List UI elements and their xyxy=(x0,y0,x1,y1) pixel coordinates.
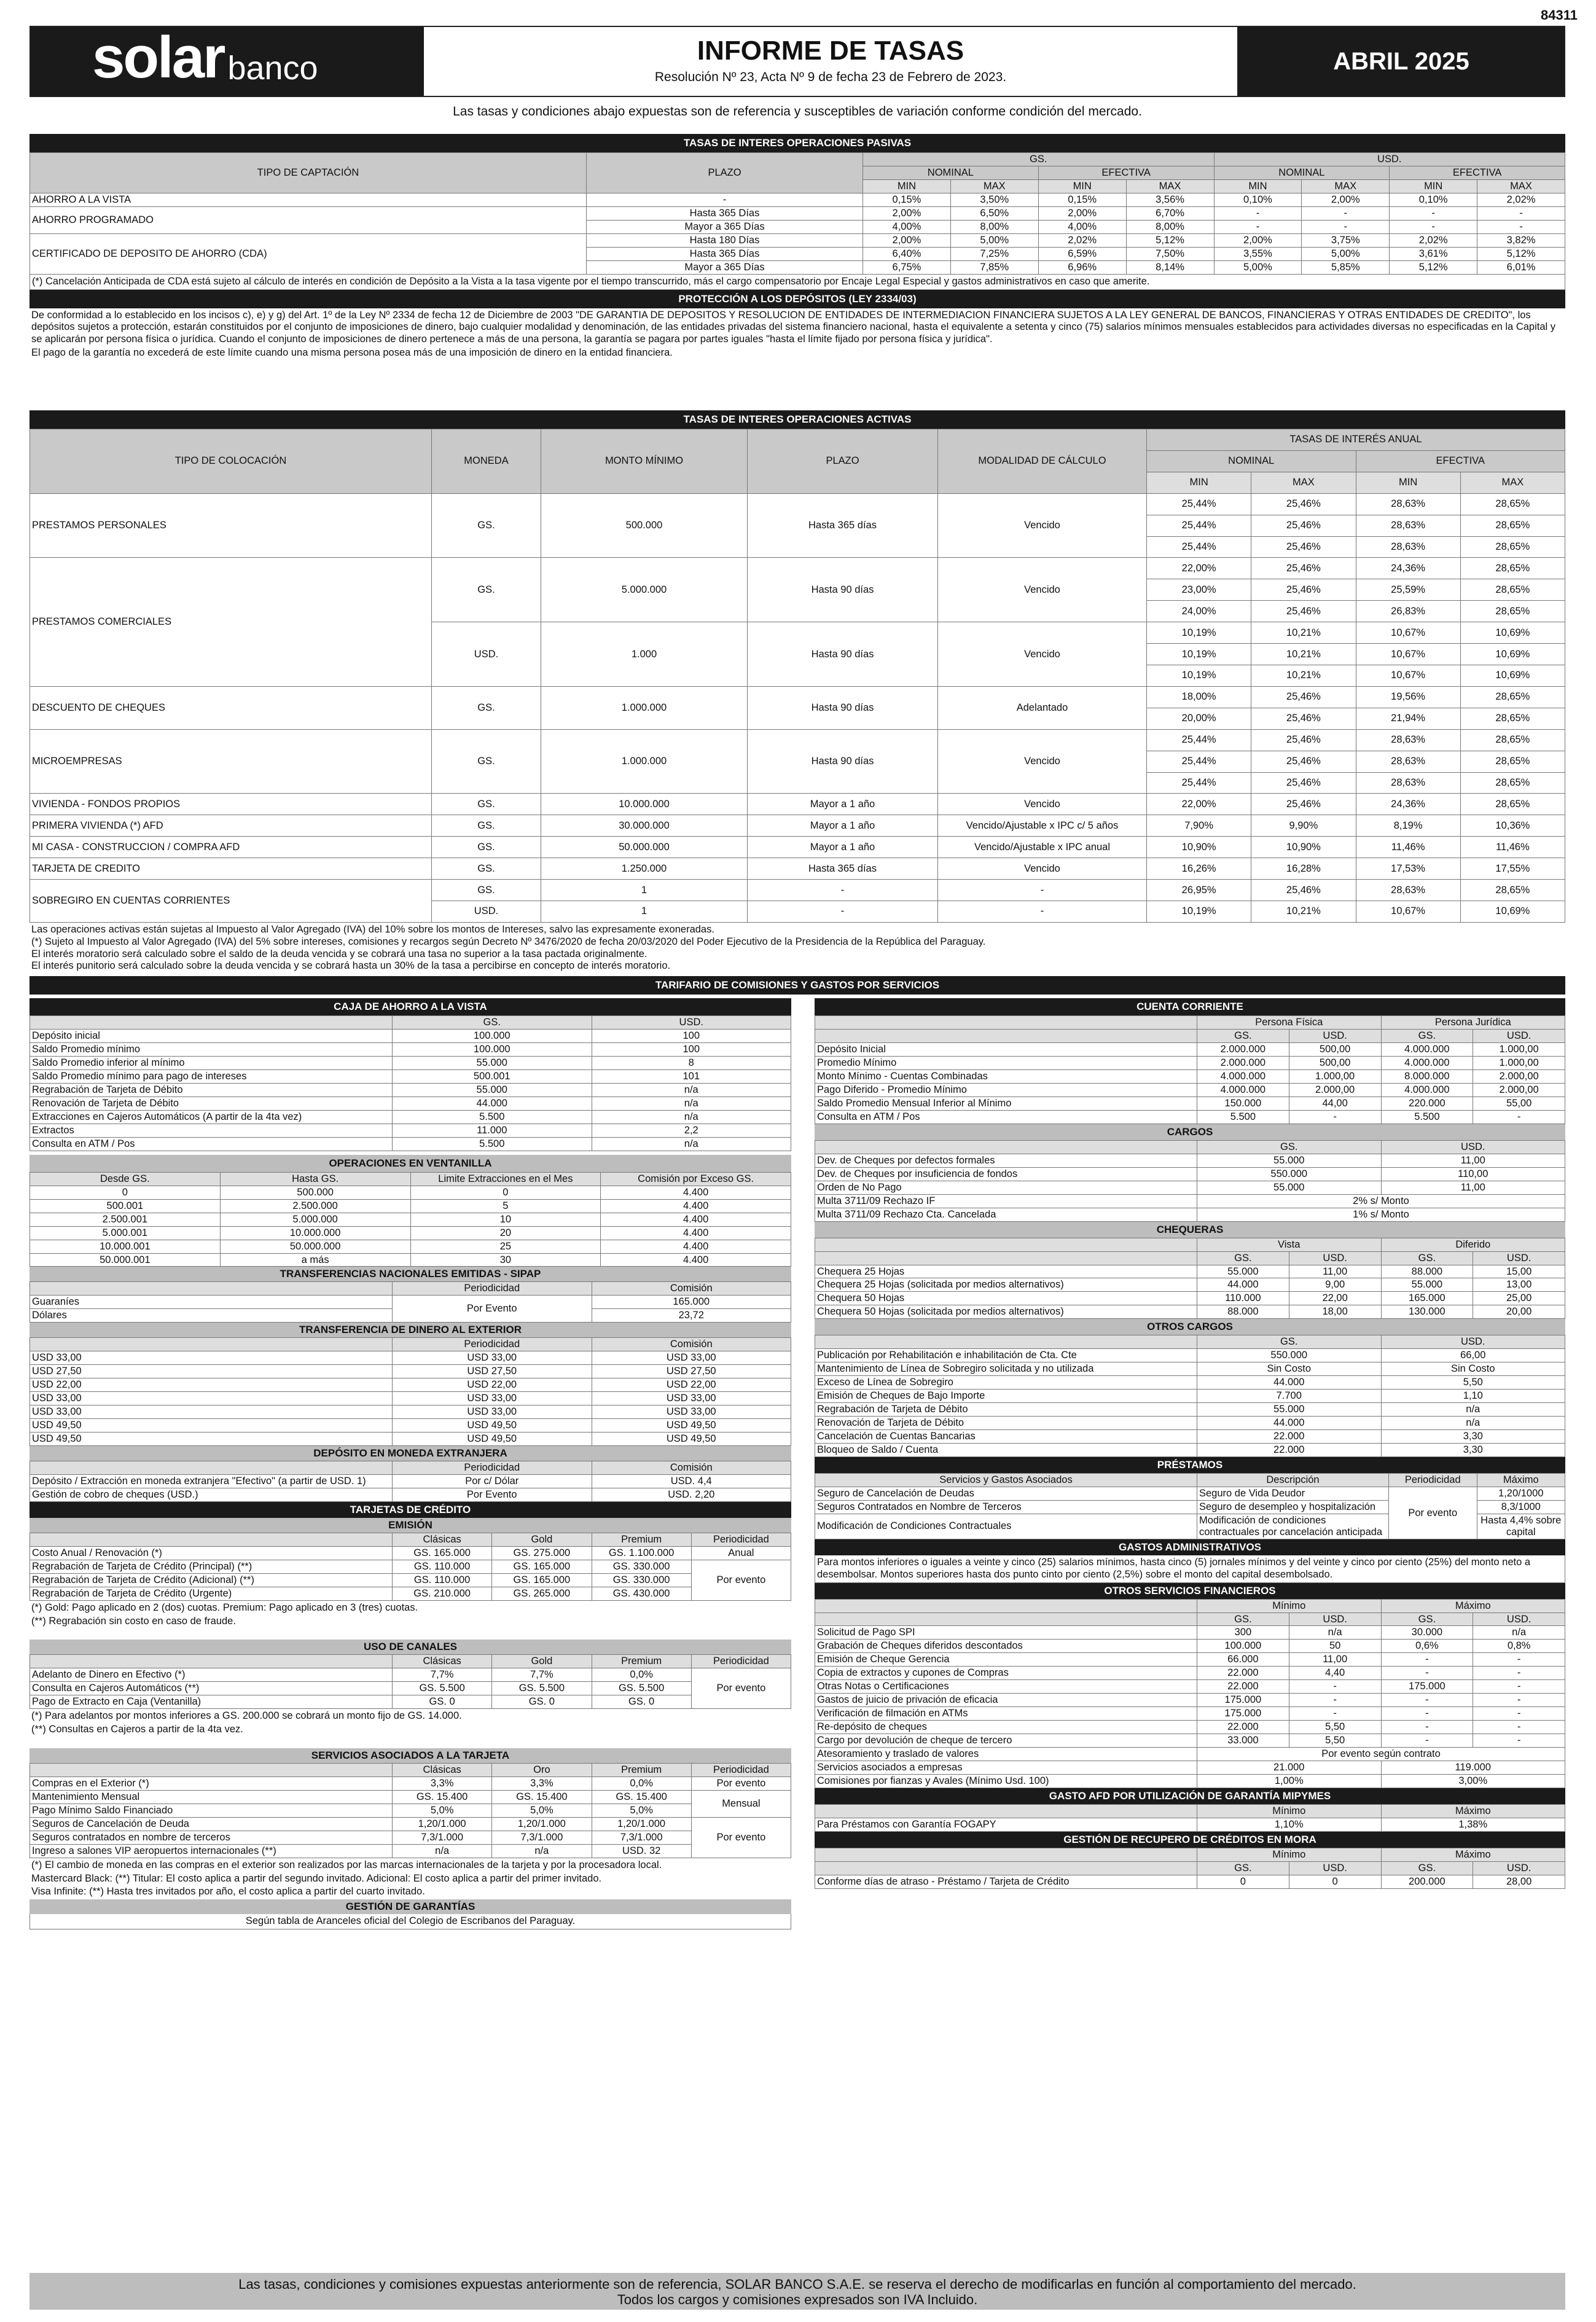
table-row: USD 33,00 USD 33,00 USD 33,00 xyxy=(30,1392,791,1405)
table-row: Copia de extractos y cupones de Compras 22.000 4,40 - - xyxy=(815,1667,1565,1680)
table-row: 20,00% 25,46% 21,94% 28,65% xyxy=(30,708,1565,729)
table-row: Exceso de Línea de Sobregiro 44.000 5,50 xyxy=(815,1376,1565,1390)
table-row: Pago Diferido - Promedio Mínimo 4.000.000 2.000,00 4.000.000 2.000,00 xyxy=(815,1083,1565,1096)
activas-table: TIPO DE COLOCACIÓN MONEDA MONTO MÍNIMO PLAZO MODALIDAD DE CÁLCULO TASAS DE INTERÉS ANUAL NOMINAL EFECTIVA MIN MAX MIN MAX PRESTAMOS PERSONALES GS. 500.000 Hasta 365 días Vencido 25,44% 25,46% 28,63% 28,65% 25,44% 25,46% 28,63% 28,65% 25,44% 25,46% 28,63% 28,65% PRESTAMOS COMERCIALES GS. 5.000.000 Hasta 90 días Vencido 22,00% 25,46% 24,36% 28,65% 23,00% 25,46% 25,59% 28,65% 24,00% 25,46% 26,83% 28,65% USD. 1.000 Hasta 90 días Vencido 10,19% 10,21% 10,67% 10,69% 10,19% 10,21% 10,67% 10,69% 10,19% 10,21% 10,67% 10,69% DESCUENTO DE CHEQUES GS. 1.000.000 Hasta 90 días Adelantado 18,00% 25,46% 19,56% 28,65% 20,00% 25,46% 21,94% 28,65% MICROEMPRESAS GS. 1.000.000 Hasta 90 días Vencido 25,44% 25,46% 28,63% 28,65% 25,44% 25,46% 28,63% 28,65% 25,44% 25,46% 28,63% 28,65% VIVIENDA - FONDOS PROPIOS GS. 10.000.000 Mayor a 1 año Vencido 22,00% 25,46% 24,36% 28,65% PRIMERA VIVIENDA (*) AFD GS. 30.000.000 Mayor a 1 año Vencido/Ajustable x IPC c/ 5 años 7,90% 9,90% 8,19% 10,36% MI CASA - CONSTRUCCION / COMPRA AFD GS. 50.000.000 Mayor a 1 año Vencido/Ajustable x IPC anual 10,90% 10,90% 11,46% 11,46% TARJETA DE CREDITO GS. 1.250.000 Hasta 365 días Vencido 16,26% 16,28% 17,53% 17,55% SOBREGIRO EN CUENTAS CORRIENTES GS. 1 - - 26,95% 25,46% 28,63% 28,65% USD. 1 - - 10,19% 10,21% 10,67% 10,69% xyxy=(29,429,1565,923)
proteccion-text: De conformidad a lo establecido en los incisos c), e) y g) del Art. 1º de la Ley Nº 2334 de fecha 12 de Diciembre de 2003 "DE GARANTIA DE DEPOSITOS Y RESOLUCION DE ENTIDADES DE INTERMEDIACION FINANCIERA SUJETOS A LA LEY GENERAL DE BANCOS, FINANCIERAS Y OTRAS ENTIDADES DE CREDITO", los depósitos sujetos a protección, estarán constituidos por el conjunto de imposiciones de dinero, bajo cualquier modalidad y denominación, de las entidades privadas del sistema financiero nacional, hasta el equivalente a setenta y cinco (75) salarios mínimos mensuales establecidos para actividades diversas no especificadas en la Capital y se aplicarán por persona física o jurídica. Cuando el conjunto de imposiciones de dinero pertenece a más de una persona, la garantía se pagara por partes iguales "hasta el límite fijado por persona física y jurídica". xyxy=(31,309,1556,345)
deposito-ext-title: DEPÓSITO EN MONEDA EXTRANJERA xyxy=(29,1446,791,1461)
resolution: Resolución Nº 23, Acta Nº 9 de fecha 23 de Febrero de 2023. xyxy=(654,70,1007,84)
table-row: Emisión de Cheque Gerencia 66.000 11,00 - - xyxy=(815,1653,1565,1667)
proteccion-text-2: El pago de la garantía no excederá de este límite cuando una misma persona posea más de una imposición de dinero en la entidad financiera. xyxy=(31,346,673,358)
table-row: Consulta en ATM / Pos 5.500 - 5.500 - xyxy=(815,1110,1565,1124)
table-row: AHORRO PROGRAMADO Hasta 365 Días 2,00% 6,50% 2,00% 6,70% - - - - xyxy=(30,206,1565,220)
afd-table: Mínimo Máximo Para Préstamos con Garantía FOGAPY 1,10% 1,38% xyxy=(815,1804,1565,1832)
table-row: Gastos de juicio de privación de eficacia 175.000 - - - xyxy=(815,1694,1565,1707)
garantias-title: GESTIÓN DE GARANTÍAS xyxy=(29,1899,791,1914)
table-row: Chequera 50 Hojas 110.000 22,00 165.000 25,00 xyxy=(815,1292,1565,1305)
table-row: CERTIFICADO DE DEPOSITO DE AHORRO (CDA) Hasta 180 Días 2,00% 5,00% 2,02% 5,12% 2,00% 3,75% 2,02% 3,82% xyxy=(30,233,1565,247)
table-row: Cargo por devolución de cheque de tercero 33.000 5,50 - - xyxy=(815,1734,1565,1748)
intro-note: Las tasas y condiciones abajo expuestas son de referencia y susceptibles de variación conforme condición del mercado. xyxy=(453,104,1142,119)
footer: Las tasas, condiciones y comisiones expuestas anteriormente son de referencia, SOLAR BANCO S.A.E. se reserva el derecho de modificarlas en función al comportamiento del mercado. Todos los cargos y comisiones expresados son IVA Incluido. xyxy=(29,2273,1565,2310)
table-row: USD 33,00 USD 33,00 USD 33,00 xyxy=(30,1405,791,1419)
table-row: Bloqueo de Saldo / Cuenta 22.000 3,30 xyxy=(815,1444,1565,1457)
table-row: MI CASA - CONSTRUCCION / COMPRA AFD GS. 50.000.000 Mayor a 1 año Vencido/Ajustable x IPC anual 10,90% 10,90% 11,46% 11,46% xyxy=(30,837,1565,858)
table-row: PRESTAMOS PERSONALES GS. 500.000 Hasta 365 días Vencido 25,44% 25,46% 28,63% 28,65% xyxy=(30,493,1565,515)
activas-notes: Las operaciones activas están sujetas al Impuesto al Valor Agregado (IVA) del 10% sobre los montos de Intereses, salvo las expresamente exoneradas. (*) Sujeto al Impuesto al Valor Agregado (IVA) del 5% sobre intereses, comisiones y recargos según Decreto Nº 3476/2020 de fecha 20/03/2020 del Poder Ejecutivo de la Presidencia de la República del Paraguay. El interés moratorio será calculado sobre el saldo de la deuda vencida y se cobrará una tasa no superior a la tasa pactada originalmente. El interés punitorio será calculado sobre la deuda vencida y se cobrará hasta un 30% de la tasa a percibirse en concepto de interés moratorio. xyxy=(31,924,986,972)
table-row: 10,19% 10,21% 10,67% 10,69% xyxy=(30,644,1565,665)
solar-banco-logo: solar banco xyxy=(31,27,424,96)
table-row: 23,00% 25,46% 25,59% 28,65% xyxy=(30,579,1565,601)
tarjetas-title: TARJETAS DE CRÉDITO xyxy=(29,1502,791,1518)
canales-table: Clásicas Gold Premium Periodicidad Adelanto de Dinero en Efectivo (*) 7,7% 7,7% 0,0% Por evento Consulta en Cajeros Automáticos (**) GS. 5.500 GS. 5.500 GS. 5.500 Pago de Extracto en Caja (Ventanilla) GS. 0 GS. 0 GS. 0 xyxy=(29,1654,791,1709)
table-row: TARJETA DE CREDITO GS. 1.250.000 Hasta 365 días Vencido 16,26% 16,28% 17,53% 17,55% xyxy=(30,858,1565,880)
sipap-title: TRANSFERENCIAS NACIONALES EMITIDAS - SIPAP xyxy=(29,1267,791,1281)
table-row: PRESTAMOS COMERCIALES GS. 5.000.000 Hasta 90 días Vencido 22,00% 25,46% 24,36% 28,65% xyxy=(30,558,1565,579)
table-row: 24,00% 25,46% 26,83% 28,65% xyxy=(30,601,1565,622)
tarifario-title: TARIFARIO DE COMISIONES Y GASTOS POR SERVICIOS xyxy=(29,976,1565,995)
chequeras-table: Vista Diferido GS. USD. GS. USD. Chequera 25 Hojas 55.000 11,00 88.000 15,00 Chequera 25 Hojas (solicitada por medios alternativos) 44.000 9,00 55.000 13,00 Chequera 50 Hojas 110.000 22,00 165.000 25,00 Chequera 50 Hojas (solicitada por medios alternativos) 88.000 18,00 130.000 20,00 xyxy=(815,1238,1565,1319)
table-row: Consulta en ATM / Pos 5.500 n/a xyxy=(30,1137,791,1151)
activas-title: TASAS DE INTERES OPERACIONES ACTIVAS xyxy=(29,410,1565,429)
cc-table: Persona Física Persona Jurídica GS. USD. GS. USD. Depósito Inicial 2.000.000 500,00 4.000.000 1.000,00 Promedio Mínimo 2.000.000 500,00 4.000.000 1.000,00 Monto Mínimo - Cuentas Combinadas 4.000.000 1.000,00 8.000.000 2.000,00 Pago Diferido - Promedio Mínimo 4.000.000 2.000,00 4.000.000 2.000,00 Saldo Promedio Mensual Inferior al Mínimo 150.000 44,00 220.000 55,00 Consulta en ATM / Pos 5.500 - 5.500 - xyxy=(815,1015,1565,1124)
table-row: Mantenimiento de Línea de Sobregiro solicitada y no utilizada Sin Costo Sin Costo xyxy=(815,1362,1565,1376)
table-row: USD 33,00 USD 33,00 USD 33,00 xyxy=(30,1351,791,1365)
table-row: Extracciones en Cajeros Automáticos (A partir de la 4ta vez) 5.500 n/a xyxy=(30,1110,791,1124)
canales-title: USO DE CANALES xyxy=(29,1640,791,1654)
osf-table: Mínimo Máximo GS. USD. GS. USD. Solicitud de Pago SPI 300 n/a 30.000 n/a Grabación de Cheques diferidos descontados 100.000 50 0,6% 0,8% Emisión de Cheque Gerencia 66.000 11,00 - - Copia de extractos y cupones de Compras 22.000 4,40 - - Otras Notas o Certificaciones 22.000 - 175.000 - Gastos de juicio de privación de eficacia 175.000 - - - Verificación de filmación en ATMs 175.000 - - - Re-depósito de cheques 22.000 5,50 - - Cargo por devolución de cheque de tercero 33.000 5,50 - - Atesoramiento y traslado de valores Por evento según contrato Servicios asociados a empresas 21.000 119.000 Comisiones por fianzas y Avales (Mínimo Usd. 100) 1,00% 3,00% xyxy=(815,1599,1565,1789)
table-row: Saldo Promedio mínimo para pago de intereses 500.001 101 xyxy=(30,1069,791,1083)
table-row: Chequera 50 Hojas (solicitada por medios alternativos) 88.000 18,00 130.000 20,00 xyxy=(815,1305,1565,1319)
pasivas-title: TASAS DE INTERES OPERACIONES PASIVAS xyxy=(29,134,1565,152)
caja-title: CAJA DE AHORRO A LA VISTA xyxy=(29,998,791,1015)
right-column: CUENTA CORRIENTE Persona Física Persona Jurídica GS. USD. GS. USD. Depósito Inicial 2.000.000 500,00 4.000.000 1.000,00 Promedio Mínimo 2.000.000 500,00 4.000.000 1.000,00 Monto Mínimo - Cuentas Combinadas 4.000.000 1.000,00 8.000.000 2.000,00 Pago Diferido - Promedio Mínimo 4.000.000 2.000,00 4.000.000 2.000,00 Saldo Promedio Mensual Inferior al Mínimo 150.000 44,00 220.000 55,00 Consulta en ATM / Pos 5.500 - 5.500 - CARGOS GS. USD. Dev. de Cheques por defectos formales 55.000 11,00 Dev. de Cheques por insuficiencia de fondos 550.000 110,00 Orden de No Pago 55.000 11,00 Multa 3711/09 Rechazo IF 2% s/ Monto Multa 3711/09 Rechazo Cta. Cancelada 1% s/ Monto CHEQUERAS Vista Diferido GS. USD. GS. USD. Chequera 25 Hojas 55.000 11,00 88.000 15,00 Chequera 25 Hojas (solicitada por medios alternativos) 44.000 9,00 55.000 13,00 Chequera 50 Hojas 110.000 22,00 165.000 25,00 Chequera 50 Hojas (solicitada por medios alternativos) 88.000 18,00 130.000 20,00 OTROS CARGOS GS. USD. Publicación por Rehabilitación e inhabilitación de Cta. Cte 550.000 66,00 Mantenimiento de Línea de Sobregiro solicitada y no utilizada Sin Costo Sin Costo Exceso de Línea de Sobregiro 44.000 5,50 Emisión de Cheques de Bajo Importe 7.700 1,10 Regrabación de Tarjeta de Débito 55.000 n/a Renovación de Tarjeta de Débito 44.000 n/a Cancelación de Cuentas Bancarias 22.000 3,30 Bloqueo de Saldo / Cuenta 22.000 3,30 PRÉSTAMOS Servicios y Gastos Asociados Descripción Periodicidad Máximo Seguro de Cancelación de Deudas Seguro de Vida Deudor Por evento 1,20/1000 Seguros Contratados en Nombre de Terceros Seguro de desempleo y hospitalización 8,3/1000 Modificación de Condiciones Contractuales Modificación de condiciones contractuales por cancelación anticipada Hasta 4,4% sobre capital GASTOS ADMINISTRATIVOS Para montos inferiores o iguales a veinte y cinco (25) salarios mínimos, hasta cinco (5) jornales mínimos y del veinte y cinco por ciento (25%) del monto neto a desembolsar. Montos superiores hasta dos punto cinto por ciento (2,5%) sobre el monto del capital desembolsado. OTROS SERVICIOS FINANCIEROS Mínimo Máximo GS. USD. GS. USD. Solicitud de Pago SPI 300 n/a 30.000 n/a Grabación de Cheques diferidos descontados 100.000 50 0,6% 0,8% Emisión de Cheque Gerencia 66.000 11,00 - - Copia de extractos y cupones de Compras 22.000 4,40 - - Otras Notas o Certificaciones 22.000 - 175.000 - Gastos de juicio de privación de eficacia 175.000 - - - Verificación de filmación en ATMs 175.000 - - - Re-depósito de cheques 22.000 5,50 - - Cargo por devolución de cheque de tercero 33.000 5,50 - - Atesoramiento y traslado de valores Por evento según contrato Servicios asociados a empresas 21.000 119.000 Comisiones por fianzas y Avales (Mínimo Usd. 100) 1,00% 3,00% GASTO AFD POR UTILIZACIÓN DE GARANTÍA MIPYMES Mínimo Máximo Para Préstamos con Garantía FOGAPY 1,10% 1,38% GESTIÓN DE RECUPERO DE CRÉDITOS EN MORA Mínimo Máximo GS. USD. GS. USD. Conforme días de atraso - Préstamo / Tarjeta de Crédito 0 0 200.000 28,00 xyxy=(815,998,1565,1889)
table-row: 10,19% 10,21% 10,67% 10,69% xyxy=(30,665,1565,686)
prestamos-title: PRÉSTAMOS xyxy=(815,1457,1565,1473)
table-row: Emisión de Cheques de Bajo Importe 7.700 1,10 xyxy=(815,1390,1565,1403)
table-row: VIVIENDA - FONDOS PROPIOS GS. 10.000.000 Mayor a 1 año Vencido 22,00% 25,46% 24,36% 28,65% xyxy=(30,794,1565,815)
table-row: Saldo Promedio mínimo 100.000 100 xyxy=(30,1042,791,1056)
sipap-table: Periodicidad Comisión Guaraníes Por Evento 165.000 Dólares 23,72 xyxy=(29,1281,791,1323)
table-row: 10.000.001 50.000.000 25 4.400 xyxy=(30,1240,791,1253)
table-row: USD 49,50 USD 49,50 USD 49,50 xyxy=(30,1419,791,1433)
pasivas-note: (*) Cancelación Anticipada de CDA está sujeto al cálculo de interés en condición de Depósito a la Vista a la tasa vigente por el tiempo transcurrido, más el cargo compensatorio por Encaje Legal Especial y gastos administrativos en caso que amerite. xyxy=(29,275,1565,290)
page-title: INFORME DE TASAS xyxy=(697,36,964,66)
otros-table: GS. USD. Publicación por Rehabilitación e inhabilitación de Cta. Cte 550.000 66,00 Mantenimiento de Línea de Sobregiro solicitada y no utilizada Sin Costo Sin Costo Exceso de Línea de Sobregiro 44.000 5,50 Emisión de Cheques de Bajo Importe 7.700 1,10 Regrabación de Tarjeta de Débito 55.000 n/a Renovación de Tarjeta de Débito 44.000 n/a Cancelación de Cuentas Bancarias 22.000 3,30 Bloqueo de Saldo / Cuenta 22.000 3,30 xyxy=(815,1335,1565,1457)
table-row: Re-depósito de cheques 22.000 5,50 - - xyxy=(815,1721,1565,1734)
mora-table: Mínimo Máximo GS. USD. GS. USD. Conforme días de atraso - Préstamo / Tarjeta de Crédito 0 0 200.000 28,00 xyxy=(815,1848,1565,1889)
table-row: USD. 1 - - 10,19% 10,21% 10,67% 10,69% xyxy=(30,901,1565,922)
table-row: Otras Notas o Certificaciones 22.000 - 175.000 - xyxy=(815,1680,1565,1694)
prestamos-table: Servicios y Gastos Asociados Descripción Periodicidad Máximo Seguro de Cancelación de Deudas Seguro de Vida Deudor Por evento 1,20/1000 Seguros Contratados en Nombre de Terceros Seguro de desempleo y hospitalización 8,3/1000 Modificación de Condiciones Contractuales Modificación de condiciones contractuales por cancelación anticipada Hasta 4,4% sobre capital xyxy=(815,1473,1565,1539)
table-row: 2.500.001 5.000.000 10 4.400 xyxy=(30,1213,791,1226)
cc-title: CUENTA CORRIENTE xyxy=(815,998,1565,1015)
ventanilla-title: OPERACIONES EN VENTANILLA xyxy=(29,1155,791,1172)
table-row: Chequera 25 Hojas 55.000 11,00 88.000 15,00 xyxy=(815,1265,1565,1278)
table-row: 25,44% 25,46% 28,63% 28,65% xyxy=(30,515,1565,536)
table-row: Saldo Promedio inferior al mínimo 55.000 8 xyxy=(30,1056,791,1069)
table-row: MICROEMPRESAS GS. 1.000.000 Hasta 90 días Vencido 25,44% 25,46% 28,63% 28,65% xyxy=(30,729,1565,751)
table-row: Saldo Promedio Mensual Inferior al Mínimo 150.000 44,00 220.000 55,00 xyxy=(815,1096,1565,1110)
table-row: USD 49,50 USD 49,50 USD 49,50 xyxy=(30,1433,791,1446)
table-row: Grabación de Cheques diferidos descontados 100.000 50 0,6% 0,8% xyxy=(815,1640,1565,1653)
gastos-title: GASTOS ADMINISTRATIVOS xyxy=(815,1539,1565,1555)
table-row: Promedio Mínimo 2.000.000 500,00 4.000.000 1.000,00 xyxy=(815,1056,1565,1069)
document-number: 84311 xyxy=(1541,7,1578,23)
table-row: USD 27,50 USD 27,50 USD 27,50 xyxy=(30,1365,791,1378)
emision-table: Clásicas Gold Premium Periodicidad Costo Anual / Renovación (*) GS. 165.000 GS. 275.000 GS. 1.100.000 Anual Regrabación de Tarjeta de Crédito (Principal) (**) GS. 110.000 GS. 165.000 GS. 330.000 Por evento Regrabación de Tarjeta de Crédito (Adicional) (**) GS. 110.000 GS. 165.000 GS. 330.000 Regrabación de Tarjeta de Crédito (Urgente) GS. 210.000 GS. 265.000 GS. 430.000 xyxy=(29,1533,791,1601)
deposito-ext-table: Periodicidad Comisión Depósito / Extracción en moneda extranjera "Efectivo" (a partir de USD. 1) Por c/ Dólar USD. 4,4 Gestión de cobro de cheques (USD.) Por Evento USD. 2,20 xyxy=(29,1461,791,1502)
header xyxy=(29,26,1565,97)
table-row: Publicación por Rehabilitación e inhabilitación de Cta. Cte 550.000 66,00 xyxy=(815,1349,1565,1362)
osf-title: OTROS SERVICIOS FINANCIEROS xyxy=(815,1583,1565,1599)
table-row: Solicitud de Pago SPI 300 n/a 30.000 n/a xyxy=(815,1626,1565,1640)
table-row: USD. 1.000 Hasta 90 días Vencido 10,19% 10,21% 10,67% 10,69% xyxy=(30,622,1565,644)
table-row: 0 500.000 0 4.400 xyxy=(30,1186,791,1199)
exterior-title: TRANSFERENCIA DE DINERO AL EXTERIOR xyxy=(29,1323,791,1337)
table-row: Regrabación de Tarjeta de Débito 55.000 n/a xyxy=(815,1403,1565,1417)
caja-table: GS. USD. Depósito inicial 100.000 100 Saldo Promedio mínimo 100.000 100 Saldo Promedio inferior al mínimo 55.000 8 Saldo Promedio mínimo para pago de intereses 500.001 101 Regrabación de Tarjeta de Débito 55.000 n/a Renovación de Tarjeta de Débito 44.000 n/a Extracciones en Cajeros Automáticos (A partir de la 4ta vez) 5.500 n/a Extractos 11.000 2,2 Consulta en ATM / Pos 5.500 n/a xyxy=(29,1015,791,1151)
report-month: ABRIL 2025 xyxy=(1238,27,1564,96)
left-column: CAJA DE AHORRO A LA VISTA GS. USD. Depósito inicial 100.000 100 Saldo Promedio mínimo 100.000 100 Saldo Promedio inferior al mínimo 55.000 8 Saldo Promedio mínimo para pago de intereses 500.001 101 Regrabación de Tarjeta de Débito 55.000 n/a Renovación de Tarjeta de Débito 44.000 n/a Extracciones en Cajeros Automáticos (A partir de la 4ta vez) 5.500 n/a Extractos 11.000 2,2 Consulta en ATM / Pos 5.500 n/a OPERACIONES EN VENTANILLA Desde GS. Hasta GS. Limite Extracciones en el Mes Comisión por Exceso GS. 0 500.000 0 4.400 500.001 2.500.000 5 4.400 2.500.001 5.000.000 10 4.400 5.000.001 10.000.000 20 4.400 10.000.001 50.000.000 25 4.400 50.000.001 a más 30 4.400 TRANSFERENCIAS NACIONALES EMITIDAS - SIPAP Periodicidad Comisión Guaraníes Por Evento 165.000 Dólares 23,72 TRANSFERENCIA DE DINERO AL EXTERIOR Periodicidad Comisión USD 33,00 USD 33,00 USD 33,00 USD 27,50 USD 27,50 USD 27,50 USD 22,00 USD 22,00 USD 22,00 USD 33,00 USD 33,00 USD 33,00 USD 33,00 USD 33,00 USD 33,00 USD 49,50 USD 49,50 USD 49,50 USD 49,50 USD 49,50 USD 49,50 DEPÓSITO EN MONEDA EXTRANJERA Periodicidad Comisión Depósito / Extracción en moneda extranjera "Efectivo" (a partir de USD. 1) Por c/ Dólar USD. 4,4 Gestión de cobro de cheques (USD.) Por Evento USD. 2,20 TARJETAS DE CRÉDITO EMISIÓN Clásicas Gold Premium Periodicidad Costo Anual / Renovación (*) GS. 165.000 GS. 275.000 GS. 1.100.000 Anual Regrabación de Tarjeta de Crédito (Principal) (**) GS. 110.000 GS. 165.000 GS. 330.000 Por evento Regrabación de Tarjeta de Crédito (Adicional) (**) GS. 110.000 GS. 165.000 GS. 330.000 Regrabación de Tarjeta de Crédito (Urgente) GS. 210.000 GS. 265.000 GS. 430.000 (*) Gold: Pago aplicado en 2 (dos) cuotas. Premium: Pago aplicado en 3 (tres) cuotas. (**) Regrabación sin costo en caso de fraude. USO DE CANALES Clásicas Gold Premium Periodicidad Adelanto de Dinero en Efectivo (*) 7,7% 7,7% 0,0% Por evento Consulta en Cajeros Automáticos (**) GS. 5.500 GS. 5.500 GS. 5.500 Pago de Extracto en Caja (Ventanilla) GS. 0 GS. 0 GS. 0 (*) Para adelantos por montos inferiores a GS. 200.000 se cobrará un monto fijo de GS. 14.000. (**) Consultas en Cajeros a partir de la 4ta vez. SERVICIOS ASOCIADOS A LA TARJETA Clásicas Oro Premium Periodicidad Compras en el Exterior (*) 3,3% 3,3% 0,0% Por evento Mantenimiento Mensual GS. 15.400 GS. 15.400 GS. 15.400 Mensual Pago Mínimo Saldo Financiado 5,0% 5,0% 5,0% Seguros de Cancelación de Deuda 1,20/1.000 1,20/1.000 1,20/1.000 Por evento Seguros contratados en nombre de terceros 7,3/1.000 7,3/1.000 7,3/1.000 Ingreso a salones VIP aeropuertos internacionales (**) n/a n/a USD. 32 (*) El cambio de moneda en las compras en el exterior son realizados por las marcas internacionales de la tarjeta y por la procesadora local. Mastercard Black: (**) Titular: El costo aplica a partir del segundo invitado. Adicional: El costo aplica a partir del primer invitado. Visa Infinite: (**) Hasta tres invitados por año, el costo aplica a partir del cuarto invitado. GESTIÓN DE GARANTÍAS Según tabla de Aranceles oficial del Colegio de Escribanos del Paraguay. xyxy=(29,998,791,1929)
table-row: 500.001 2.500.000 5 4.400 xyxy=(30,1199,791,1213)
cargos-table: GS. USD. Dev. de Cheques por defectos formales 55.000 11,00 Dev. de Cheques por insuficiencia de fondos 550.000 110,00 Orden de No Pago 55.000 11,00 Multa 3711/09 Rechazo IF 2% s/ Monto Multa 3711/09 Rechazo Cta. Cancelada 1% s/ Monto xyxy=(815,1140,1565,1222)
table-row: Cancelación de Cuentas Bancarias 22.000 3,30 xyxy=(815,1430,1565,1444)
table-row: PRIMERA VIVIENDA (*) AFD GS. 30.000.000 Mayor a 1 año Vencido/Ajustable x IPC c/ 5 años 7,90% 9,90% 8,19% 10,36% xyxy=(30,815,1565,837)
table-row: 25,44% 25,46% 28,63% 28,65% xyxy=(30,536,1565,558)
table-row: Depósito inicial 100.000 100 xyxy=(30,1029,791,1042)
table-row: Regrabación de Tarjeta de Débito 55.000 n/a xyxy=(30,1083,791,1096)
table-row: Verificación de filmación en ATMs 175.000 - - - xyxy=(815,1707,1565,1721)
table-row: Renovación de Tarjeta de Débito 44.000 n/a xyxy=(30,1096,791,1110)
servicios-title: SERVICIOS ASOCIADOS A LA TARJETA xyxy=(29,1748,791,1763)
mora-title: GESTIÓN DE RECUPERO DE CRÉDITOS EN MORA xyxy=(815,1832,1565,1848)
activas-section xyxy=(29,410,1565,995)
exterior-table: Periodicidad Comisión USD 33,00 USD 33,00 USD 33,00 USD 27,50 USD 27,50 USD 27,50 USD 22,00 USD 22,00 USD 22,00 USD 33,00 USD 33,00 USD 33,00 USD 33,00 USD 33,00 USD 33,00 USD 49,50 USD 49,50 USD 49,50 USD 49,50 USD 49,50 USD 49,50 xyxy=(29,1337,791,1446)
table-row: Extractos 11.000 2,2 xyxy=(30,1124,791,1137)
table-row: Renovación de Tarjeta de Débito 44.000 n/a xyxy=(815,1417,1565,1430)
proteccion-title: PROTECCIÓN A LOS DEPÓSITOS (LEY 2334/03) xyxy=(29,290,1565,308)
table-row: SOBREGIRO EN CUENTAS CORRIENTES GS. 1 - - 26,95% 25,46% 28,63% 28,65% xyxy=(30,880,1565,901)
table-row: Depósito / Extracción en moneda extranjera "Efectivo" (a partir de USD. 1) Por c/ Dólar USD. 4,4 xyxy=(30,1475,791,1488)
cargos-title: CARGOS xyxy=(815,1124,1565,1140)
ventanilla-table: Desde GS. Hasta GS. Limite Extracciones en el Mes Comisión por Exceso GS. 0 500.000 0 4.400 500.001 2.500.000 5 4.400 2.500.001 5.000.000 10 4.400 5.000.001 10.000.000 20 4.400 10.000.001 50.000.000 25 4.400 50.000.001 a más 30 4.400 xyxy=(29,1172,791,1267)
servicios-table: Clásicas Oro Premium Periodicidad Compras en el Exterior (*) 3,3% 3,3% 0,0% Por evento Mantenimiento Mensual GS. 15.400 GS. 15.400 GS. 15.400 Mensual Pago Mínimo Saldo Financiado 5,0% 5,0% 5,0% Seguros de Cancelación de Deuda 1,20/1.000 1,20/1.000 1,20/1.000 Por evento Seguros contratados en nombre de terceros 7,3/1.000 7,3/1.000 7,3/1.000 Ingreso a salones VIP aeropuertos internacionales (**) n/a n/a USD. 32 xyxy=(29,1763,791,1858)
table-row: AHORRO A LA VISTA - 0,15% 3,50% 0,15% 3,56% 0,10% 2,00% 0,10% 2,02% xyxy=(30,193,1565,206)
table-row: DESCUENTO DE CHEQUES GS. 1.000.000 Hasta 90 días Adelantado 18,00% 25,46% 19,56% 28,65% xyxy=(30,686,1565,708)
table-row: 5.000.001 10.000.000 20 4.400 xyxy=(30,1226,791,1240)
table-row: Gestión de cobro de cheques (USD.) Por Evento USD. 2,20 xyxy=(30,1488,791,1502)
otros-title: OTROS CARGOS xyxy=(815,1319,1565,1335)
afd-title: GASTO AFD POR UTILIZACIÓN DE GARANTÍA MIPYMES xyxy=(815,1788,1565,1804)
table-row: 50.000.001 a más 30 4.400 xyxy=(30,1253,791,1267)
table-row: Mayor a 365 Días 4,00% 8,00% 4,00% 8,00% - - - - xyxy=(30,220,1565,233)
chequeras-title: CHEQUERAS xyxy=(815,1222,1565,1238)
table-row: USD 22,00 USD 22,00 USD 22,00 xyxy=(30,1378,791,1392)
pasivas-table: TIPO DE CAPTACIÓN PLAZO GS. USD. NOMINAL EFECTIVA NOMINAL EFECTIVA MIN MAX MIN MAX MIN MAX MIN MAX AHORRO A LA VISTA - 0,15% 3,50% 0,15% 3,56% 0,10% 2,00% 0,10% 2,02% AHORRO PROGRAMADO Hasta 365 Días 2,00% 6,50% 2,00% 6,70% - - - - Mayor a 365 Días 4,00% 8,00% 4,00% 8,00% - - - - CERTIFICADO DE DEPOSITO DE AHORRO (CDA) Hasta 180 Días 2,00% 5,00% 2,02% 5,12% 2,00% 3,75% 2,02% 3,82% Hasta 365 Días 6,40% 7,25% 6,59% 7,50% 3,55% 5,00% 3,61% 5,12% Mayor a 365 Días 6,75% 7,85% 6,96% 8,14% 5,00% 5,85% 5,12% 6,01% xyxy=(29,152,1565,275)
table-row: Depósito Inicial 2.000.000 500,00 4.000.000 1.000,00 xyxy=(815,1042,1565,1056)
pasivas-section xyxy=(29,134,1565,361)
table-row: 25,44% 25,46% 28,63% 28,65% xyxy=(30,751,1565,772)
table-row: 25,44% 25,46% 28,63% 28,65% xyxy=(30,772,1565,794)
table-row: Hasta 365 Días 6,40% 7,25% 6,59% 7,50% 3,55% 5,00% 3,61% 5,12% xyxy=(30,247,1565,260)
table-row: Chequera 25 Hojas (solicitada por medios alternativos) 44.000 9,00 55.000 13,00 xyxy=(815,1278,1565,1292)
table-row: Mayor a 365 Días 6,75% 7,85% 6,96% 8,14% 5,00% 5,85% 5,12% 6,01% xyxy=(30,260,1565,274)
table-row: Monto Mínimo - Cuentas Combinadas 4.000.000 1.000,00 8.000.000 2.000,00 xyxy=(815,1069,1565,1083)
